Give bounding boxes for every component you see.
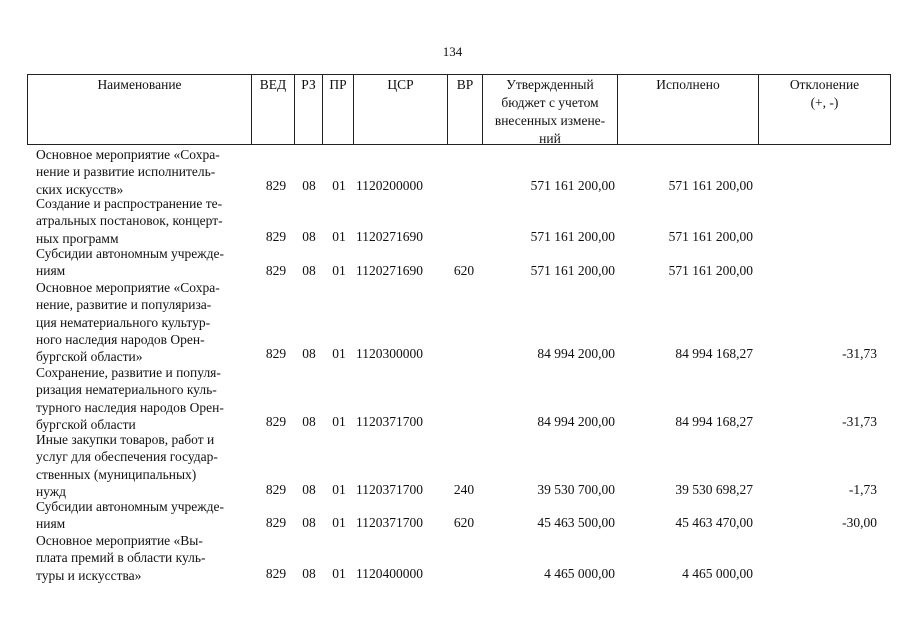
- row-name: [36, 195, 240, 247]
- row-pr: 01: [332, 263, 346, 278]
- row-rz: 08: [302, 229, 316, 244]
- row-name-line: услуг для обеспечения государ-: [36, 449, 218, 465]
- row-csr: 1120300000: [356, 346, 423, 361]
- row-csr: 1120371700: [356, 414, 423, 429]
- row-name-line: Субсидии автономным учрежде-: [36, 246, 224, 261]
- row-executed: 39 530 698,27: [675, 482, 753, 497]
- row-executed: 45 463 470,00: [675, 515, 753, 530]
- row-name-line: ниям: [36, 516, 66, 532]
- row-name-line: ного наследия народов Орен-: [36, 331, 205, 347]
- row-pr: 01: [332, 515, 346, 530]
- row-budget: 39 530 700,00: [537, 482, 615, 497]
- row-deviation: -1,73: [848, 482, 877, 497]
- row-budget: 4 465 000,00: [544, 566, 615, 581]
- row-name-line: бургской области: [36, 416, 136, 432]
- row-name-line: нужд: [36, 483, 66, 499]
- header-budget: [483, 76, 617, 148]
- row-deviation: -30,00: [842, 515, 877, 530]
- row-budget: 571 161 200,00: [530, 263, 615, 278]
- row-name-line: ция нематериального культур-: [36, 314, 211, 330]
- row-name-line: Основное мероприятие «Сохра-: [36, 147, 220, 162]
- page-number: 134: [442, 44, 463, 59]
- row-name: [36, 364, 240, 433]
- row-name: [36, 146, 240, 198]
- row-pr: 01: [332, 229, 346, 244]
- row-csr: 1120271690: [356, 229, 423, 244]
- header-name: Наименование: [97, 77, 182, 92]
- row-name-line: нение и развитие исполнитель-: [36, 164, 216, 180]
- row-executed: 84 994 168,27: [675, 414, 753, 429]
- row-name-line: бургской области»: [36, 349, 143, 365]
- row-rz: 08: [302, 566, 316, 581]
- row-csr: 1120371700: [356, 515, 423, 530]
- row-name: [36, 498, 240, 533]
- header-budget-line: ний: [539, 131, 561, 146]
- row-name-line: Создание и распространение те-: [36, 196, 223, 211]
- row-ved: 829: [265, 515, 287, 530]
- row-name: [36, 245, 240, 280]
- header-top-border: [27, 74, 891, 75]
- row-name-line: плата премий в области куль-: [36, 550, 206, 566]
- header-vr: ВР: [456, 77, 474, 92]
- row-rz: 08: [302, 482, 316, 497]
- row-name-line: ских искусств»: [36, 181, 124, 197]
- row-name-line: туры и искусства»: [36, 567, 142, 583]
- row-ved: 829: [265, 229, 287, 244]
- header-deviation-line: (+, -): [810, 95, 839, 110]
- row-deviation: -31,73: [842, 414, 877, 429]
- row-executed: 571 161 200,00: [668, 178, 753, 193]
- row-name-line: ниям: [36, 263, 66, 279]
- row-name-line: ризация нематериального куль-: [36, 382, 217, 398]
- row-budget: 84 994 200,00: [537, 414, 615, 429]
- row-name-line: турного наследия народов Орен-: [36, 399, 224, 415]
- row-csr: 1120200000: [356, 178, 423, 193]
- row-budget: 571 161 200,00: [530, 229, 615, 244]
- row-executed: 571 161 200,00: [668, 229, 753, 244]
- row-rz: 08: [302, 178, 316, 193]
- header-budget-line: бюджет с учетом: [501, 95, 599, 110]
- row-pr: 01: [332, 414, 346, 429]
- row-name-line: Иные закупки товаров, работ и: [36, 432, 215, 447]
- row-rz: 08: [302, 414, 316, 429]
- header-deviation-line: Отклонение: [789, 77, 860, 92]
- column-divider: [890, 74, 891, 145]
- row-ved: 829: [265, 346, 287, 361]
- row-executed: 4 465 000,00: [682, 566, 753, 581]
- header-deviation: [759, 76, 890, 112]
- row-executed: 571 161 200,00: [668, 263, 753, 278]
- row-pr: 01: [332, 482, 346, 497]
- row-budget: 45 463 500,00: [537, 515, 615, 530]
- header-pr: ПР: [329, 77, 347, 92]
- row-deviation: -31,73: [842, 346, 877, 361]
- row-rz: 08: [302, 263, 316, 278]
- row-csr: 1120400000: [356, 566, 423, 581]
- row-ved: 829: [265, 263, 287, 278]
- row-csr: 1120271690: [356, 263, 423, 278]
- row-name-line: Основное мероприятие «Сохра-: [36, 280, 220, 295]
- row-ved: 829: [265, 482, 287, 497]
- row-rz: 08: [302, 515, 316, 530]
- header-csr: ЦСР: [387, 77, 414, 92]
- row-name-line: нение, развитие и популяриза-: [36, 297, 212, 313]
- header-rz: РЗ: [301, 77, 316, 92]
- row-name-line: атральных постановок, концерт-: [36, 213, 223, 229]
- row-name-line: Сохранение, развитие и популя-: [36, 365, 221, 380]
- row-ved: 829: [265, 414, 287, 429]
- row-executed: 84 994 168,27: [675, 346, 753, 361]
- row-budget: 84 994 200,00: [537, 346, 615, 361]
- header-budget-line: внесенных измене-: [494, 113, 606, 128]
- header-executed: Исполнено: [656, 77, 720, 92]
- row-name-line: Субсидии автономным учрежде-: [36, 499, 224, 514]
- row-rz: 08: [302, 346, 316, 361]
- row-csr: 1120371700: [356, 482, 423, 497]
- row-ved: 829: [265, 566, 287, 581]
- header-ved: ВЕД: [259, 77, 287, 92]
- header-bottom-border: [27, 144, 891, 145]
- row-pr: 01: [332, 346, 346, 361]
- row-name: [36, 279, 240, 365]
- row-vr: 240: [453, 482, 475, 497]
- row-ved: 829: [265, 178, 287, 193]
- row-name-line: ственных (муниципальных): [36, 466, 197, 482]
- row-name-line: Основное мероприятие «Вы-: [36, 533, 203, 548]
- row-budget: 571 161 200,00: [530, 178, 615, 193]
- row-pr: 01: [332, 566, 346, 581]
- row-name: [36, 431, 240, 500]
- header-budget-line: Утвержденный: [506, 77, 594, 92]
- row-name-line: ных программ: [36, 230, 119, 246]
- row-name: [36, 532, 240, 584]
- row-vr: 620: [453, 263, 475, 278]
- row-pr: 01: [332, 178, 346, 193]
- row-vr: 620: [453, 515, 475, 530]
